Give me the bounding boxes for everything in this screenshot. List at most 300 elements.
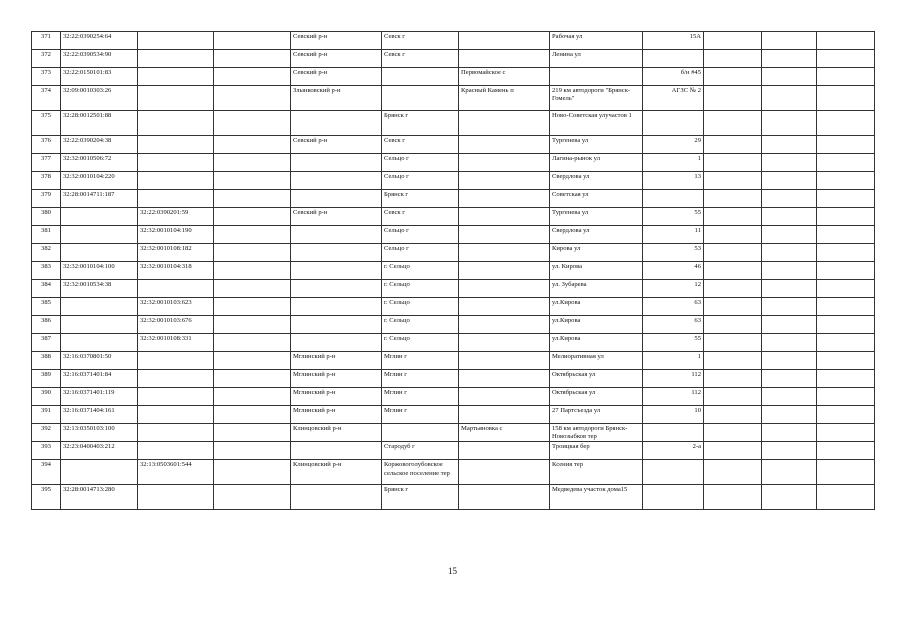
cell-extra-3 — [817, 208, 875, 226]
table-row — [32, 280, 875, 298]
cell-district: Мглинский р-н — [291, 370, 382, 388]
cell-extra-1 — [704, 136, 762, 154]
cell-extra-2 — [762, 86, 817, 111]
cell-cadastral-number-3 — [214, 68, 291, 86]
cell-cadastral-number-2: 32:32:0010103:676 — [138, 316, 214, 334]
cell-cadastral-number-2: 32:32:0010103:623 — [138, 298, 214, 316]
cell-house-number — [643, 424, 704, 442]
cell-settlement: Красный Камень п — [459, 86, 550, 111]
cell-city: Севск г — [382, 32, 459, 50]
cell-row-number: 378 — [32, 172, 61, 190]
cell-settlement: Мартьяновка с — [459, 424, 550, 442]
cell-row-number: 382 — [32, 244, 61, 262]
cell-house-number: 2-а — [643, 442, 704, 460]
cell-settlement — [459, 111, 550, 136]
cell-cadastral-number-2 — [138, 424, 214, 442]
cell-city: Мглин г — [382, 370, 459, 388]
cell-city: Мглин г — [382, 388, 459, 406]
cell-settlement — [459, 316, 550, 334]
cell-cadastral-number: 32:23:0400403:212 — [61, 442, 138, 460]
cell-cadastral-number-3 — [214, 370, 291, 388]
cell-settlement — [459, 485, 550, 510]
cell-city: Севск г — [382, 208, 459, 226]
cell-row-number: 392 — [32, 424, 61, 442]
cell-city: Сельцо г — [382, 154, 459, 172]
cell-house-number: 10 — [643, 406, 704, 424]
table-row — [32, 172, 875, 190]
cell-cadastral-number-2 — [138, 442, 214, 460]
cell-extra-2 — [762, 262, 817, 280]
cell-house-number: АГЗС № 2 — [643, 86, 704, 111]
cell-row-number: 380 — [32, 208, 61, 226]
cell-settlement — [459, 388, 550, 406]
cell-extra-1 — [704, 262, 762, 280]
cell-house-number: 1 — [643, 352, 704, 370]
cell-row-number: 374 — [32, 86, 61, 111]
cell-row-number: 381 — [32, 226, 61, 244]
cell-extra-2 — [762, 111, 817, 136]
cell-row-number: 390 — [32, 388, 61, 406]
cell-cadastral-number — [61, 298, 138, 316]
cell-cadastral-number-3 — [214, 226, 291, 244]
cell-row-number: 383 — [32, 262, 61, 280]
cell-district — [291, 316, 382, 334]
cell-settlement — [459, 190, 550, 208]
cell-extra-1 — [704, 86, 762, 111]
cell-cadastral-number-2 — [138, 352, 214, 370]
cell-cadastral-number-3 — [214, 136, 291, 154]
cell-cadastral-number: 32:09:0010303:26 — [61, 86, 138, 111]
cell-district: Клинцовский р-н — [291, 460, 382, 485]
cell-extra-2 — [762, 370, 817, 388]
cell-cadastral-number: 32:16:0371401:119 — [61, 388, 138, 406]
cell-house-number: 55 — [643, 208, 704, 226]
cell-district — [291, 485, 382, 510]
cell-extra-3 — [817, 485, 875, 510]
cell-extra-3 — [817, 370, 875, 388]
cell-district: Злынковский р-н — [291, 86, 382, 111]
cell-cadastral-number-2: 32:32:0010104:318 — [138, 262, 214, 280]
cell-row-number: 395 — [32, 485, 61, 510]
cell-extra-1 — [704, 244, 762, 262]
cell-settlement — [459, 262, 550, 280]
cell-district — [291, 298, 382, 316]
cell-cadastral-number-2 — [138, 154, 214, 172]
cell-cadastral-number-3 — [214, 334, 291, 352]
cell-cadastral-number-2 — [138, 406, 214, 424]
cell-cadastral-number-3 — [214, 388, 291, 406]
cell-extra-3 — [817, 68, 875, 86]
cell-house-number: 46 — [643, 262, 704, 280]
cell-row-number: 385 — [32, 298, 61, 316]
cell-settlement — [459, 154, 550, 172]
cell-extra-3 — [817, 154, 875, 172]
cell-district — [291, 262, 382, 280]
cell-extra-3 — [817, 226, 875, 244]
cell-extra-3 — [817, 442, 875, 460]
cell-settlement — [459, 172, 550, 190]
cell-street: ул.Кирова — [550, 334, 643, 352]
cell-settlement — [459, 334, 550, 352]
cell-row-number: 389 — [32, 370, 61, 388]
cell-cadastral-number — [61, 208, 138, 226]
cell-cadastral-number-2 — [138, 388, 214, 406]
cell-extra-1 — [704, 370, 762, 388]
cell-settlement — [459, 460, 550, 485]
cell-extra-3 — [817, 172, 875, 190]
cell-extra-3 — [817, 86, 875, 111]
cell-street: Октябрьская ул — [550, 370, 643, 388]
cell-cadastral-number-2: 32:22:0390201:59 — [138, 208, 214, 226]
cell-extra-1 — [704, 334, 762, 352]
table-row — [32, 190, 875, 208]
cell-street: 219 км автодороги "Брянск-Гомель" — [550, 86, 643, 111]
cell-settlement — [459, 406, 550, 424]
cell-city: Мглин г — [382, 352, 459, 370]
cell-house-number: 112 — [643, 370, 704, 388]
table-row — [32, 388, 875, 406]
cell-row-number: 379 — [32, 190, 61, 208]
cell-city: Севск г — [382, 50, 459, 68]
cell-extra-3 — [817, 316, 875, 334]
cell-street: Свердлова ул — [550, 172, 643, 190]
cell-extra-2 — [762, 208, 817, 226]
cell-street: Октябрьская ул — [550, 388, 643, 406]
cell-extra-3 — [817, 298, 875, 316]
cell-cadastral-number: 32:22:0150101:83 — [61, 68, 138, 86]
cell-extra-2 — [762, 244, 817, 262]
cell-cadastral-number-3 — [214, 280, 291, 298]
cell-street: Ново-Советская улучастов 1 — [550, 111, 643, 136]
cell-extra-2 — [762, 442, 817, 460]
cell-district: Мглинский р-н — [291, 388, 382, 406]
cell-settlement — [459, 370, 550, 388]
table-row — [32, 86, 875, 111]
page-number: 15 — [448, 566, 457, 576]
cell-cadastral-number — [61, 244, 138, 262]
cell-cadastral-number-2 — [138, 50, 214, 68]
cell-cadastral-number-3 — [214, 154, 291, 172]
cell-extra-1 — [704, 352, 762, 370]
table-row — [32, 316, 875, 334]
cell-row-number: 388 — [32, 352, 61, 370]
cell-cadastral-number-3 — [214, 111, 291, 136]
cell-street: 158 км автодороги Брянск-Новозыбков тер — [550, 424, 643, 442]
table-row — [32, 111, 875, 136]
cell-cadastral-number: 32:22:0390534:90 — [61, 50, 138, 68]
cell-extra-2 — [762, 485, 817, 510]
cell-extra-1 — [704, 388, 762, 406]
cell-city: г. Сельцо — [382, 298, 459, 316]
table-row — [32, 352, 875, 370]
cell-city: Брянск г — [382, 485, 459, 510]
cell-cadastral-number-2: 32:32:0010108:182 — [138, 244, 214, 262]
cell-extra-1 — [704, 280, 762, 298]
table-row — [32, 424, 875, 442]
table-row — [32, 406, 875, 424]
cell-extra-2 — [762, 32, 817, 50]
cell-extra-3 — [817, 424, 875, 442]
table-row — [32, 208, 875, 226]
cell-cadastral-number-3 — [214, 86, 291, 111]
cell-district — [291, 154, 382, 172]
cell-cadastral-number-2: 32:32:0010108:331 — [138, 334, 214, 352]
cell-city: Брянск г — [382, 190, 459, 208]
cell-settlement: Первомайское с — [459, 68, 550, 86]
table-row — [32, 334, 875, 352]
cell-district — [291, 172, 382, 190]
cell-cadastral-number-2 — [138, 136, 214, 154]
cell-extra-3 — [817, 352, 875, 370]
cell-house-number — [643, 190, 704, 208]
cell-extra-1 — [704, 460, 762, 485]
cell-extra-3 — [817, 388, 875, 406]
cell-extra-2 — [762, 460, 817, 485]
cell-house-number — [643, 460, 704, 485]
cell-city: Мглин г — [382, 406, 459, 424]
cell-city: Сельцо г — [382, 244, 459, 262]
cell-cadastral-number: 32:28:0014713:280 — [61, 485, 138, 510]
cell-street: Тургенева ул — [550, 208, 643, 226]
cell-extra-1 — [704, 190, 762, 208]
cell-city: г. Сельцо — [382, 262, 459, 280]
cell-cadastral-number-3 — [214, 424, 291, 442]
cell-street: Кирова ул — [550, 244, 643, 262]
cell-city — [382, 424, 459, 442]
cell-extra-2 — [762, 68, 817, 86]
cell-cadastral-number — [61, 334, 138, 352]
cell-cadastral-number: 32:32:0010104:100 — [61, 262, 138, 280]
cell-extra-2 — [762, 298, 817, 316]
cell-cadastral-number: 32:32:0010534:38 — [61, 280, 138, 298]
cell-cadastral-number: 32:32:0010104:220 — [61, 172, 138, 190]
cell-extra-3 — [817, 244, 875, 262]
cell-street: Ленина ул — [550, 50, 643, 68]
cell-cadastral-number-2 — [138, 172, 214, 190]
cell-row-number: 386 — [32, 316, 61, 334]
cell-district: Мглинский р-н — [291, 352, 382, 370]
cell-cadastral-number: 32:32:0010506:72 — [61, 154, 138, 172]
cell-house-number: 112 — [643, 388, 704, 406]
cell-street: ул. Кирова — [550, 262, 643, 280]
cell-city: Сельцо г — [382, 226, 459, 244]
cell-street: 27 Партсъезда ул — [550, 406, 643, 424]
cell-extra-1 — [704, 68, 762, 86]
cell-cadastral-number-3 — [214, 172, 291, 190]
cell-street: Советская ул — [550, 190, 643, 208]
cell-row-number: 373 — [32, 68, 61, 86]
cell-extra-2 — [762, 190, 817, 208]
cell-district: Севский р-н — [291, 136, 382, 154]
cell-city: Коржовоголубовское сельское поселение тер — [382, 460, 459, 485]
cell-street: ул. Зубарева — [550, 280, 643, 298]
cell-street: Рабочая ул — [550, 32, 643, 50]
cell-cadastral-number-2 — [138, 280, 214, 298]
cell-extra-3 — [817, 190, 875, 208]
cell-extra-2 — [762, 316, 817, 334]
table-row — [32, 136, 875, 154]
table-row — [32, 442, 875, 460]
cell-cadastral-number: 32:16:0370801:50 — [61, 352, 138, 370]
cell-house-number — [643, 485, 704, 510]
cell-cadastral-number: 32:16:0371401:84 — [61, 370, 138, 388]
cell-extra-3 — [817, 136, 875, 154]
cell-cadastral-number-3 — [214, 485, 291, 510]
cell-extra-1 — [704, 298, 762, 316]
cell-cadastral-number — [61, 226, 138, 244]
cell-extra-2 — [762, 172, 817, 190]
cell-district — [291, 190, 382, 208]
cell-row-number: 394 — [32, 460, 61, 485]
cell-district: Севский р-н — [291, 208, 382, 226]
cell-house-number: б/н #45 — [643, 68, 704, 86]
cell-cadastral-number — [61, 316, 138, 334]
cell-street: ул.Кирова — [550, 298, 643, 316]
cell-cadastral-number-3 — [214, 50, 291, 68]
cell-cadastral-number-2: 32:13:0503601:544 — [138, 460, 214, 485]
cell-street: Троицкая бер — [550, 442, 643, 460]
cell-house-number: 63 — [643, 298, 704, 316]
table-body — [32, 32, 875, 510]
cell-settlement — [459, 280, 550, 298]
cell-settlement — [459, 226, 550, 244]
cell-cadastral-number-3 — [214, 460, 291, 485]
table-row — [32, 226, 875, 244]
cell-extra-2 — [762, 280, 817, 298]
table-row — [32, 154, 875, 172]
cell-cadastral-number-3 — [214, 208, 291, 226]
cell-district: Севский р-н — [291, 68, 382, 86]
cell-cadastral-number-2: 32:32:0010104:190 — [138, 226, 214, 244]
cell-row-number: 393 — [32, 442, 61, 460]
cell-cadastral-number-3 — [214, 190, 291, 208]
cell-district — [291, 280, 382, 298]
cell-row-number: 384 — [32, 280, 61, 298]
cell-district — [291, 111, 382, 136]
cell-row-number: 376 — [32, 136, 61, 154]
cell-house-number: 13 — [643, 172, 704, 190]
cell-extra-1 — [704, 32, 762, 50]
cell-cadastral-number-3 — [214, 316, 291, 334]
cell-street: Свердлова ул — [550, 226, 643, 244]
cell-extra-2 — [762, 334, 817, 352]
cell-district — [291, 244, 382, 262]
cell-house-number: 12 — [643, 280, 704, 298]
cell-house-number — [643, 111, 704, 136]
cell-district — [291, 442, 382, 460]
cell-extra-3 — [817, 280, 875, 298]
cell-row-number: 387 — [32, 334, 61, 352]
cell-extra-2 — [762, 226, 817, 244]
cell-cadastral-number-2 — [138, 370, 214, 388]
cell-extra-2 — [762, 50, 817, 68]
table-row — [32, 68, 875, 86]
cell-city — [382, 86, 459, 111]
cell-district — [291, 334, 382, 352]
cell-settlement — [459, 32, 550, 50]
cell-extra-3 — [817, 111, 875, 136]
cell-cadastral-number-3 — [214, 442, 291, 460]
cell-street: ул.Кирова — [550, 316, 643, 334]
cell-city: Стародуб г — [382, 442, 459, 460]
cell-district: Севский р-н — [291, 32, 382, 50]
cell-cadastral-number-3 — [214, 298, 291, 316]
cell-city: Брянск г — [382, 111, 459, 136]
cell-settlement — [459, 298, 550, 316]
cell-extra-3 — [817, 50, 875, 68]
cell-extra-2 — [762, 352, 817, 370]
cell-row-number: 391 — [32, 406, 61, 424]
cell-cadastral-number-3 — [214, 352, 291, 370]
cell-row-number: 377 — [32, 154, 61, 172]
cell-city: г. Сельцо — [382, 316, 459, 334]
cell-extra-2 — [762, 154, 817, 172]
table-row — [32, 298, 875, 316]
cell-extra-1 — [704, 226, 762, 244]
cell-extra-3 — [817, 262, 875, 280]
cell-district: Мглинский р-н — [291, 406, 382, 424]
cell-street: Тургенева ул — [550, 136, 643, 154]
table-row — [32, 50, 875, 68]
cell-settlement — [459, 442, 550, 460]
cell-district: Клинцовский р-н — [291, 424, 382, 442]
cell-cadastral-number: 32:16:0371404:161 — [61, 406, 138, 424]
cell-row-number: 375 — [32, 111, 61, 136]
cell-cadastral-number-2 — [138, 86, 214, 111]
cell-cadastral-number: 32:28:0014711:187 — [61, 190, 138, 208]
cell-extra-1 — [704, 154, 762, 172]
cell-extra-2 — [762, 136, 817, 154]
cell-extra-3 — [817, 32, 875, 50]
cell-city — [382, 68, 459, 86]
cell-cadastral-number-3 — [214, 262, 291, 280]
cell-extra-1 — [704, 172, 762, 190]
table-row — [32, 460, 875, 485]
cell-street: Лагина-рынок ул — [550, 154, 643, 172]
cell-house-number: 15А — [643, 32, 704, 50]
cell-extra-1 — [704, 485, 762, 510]
cell-settlement — [459, 50, 550, 68]
cell-house-number — [643, 50, 704, 68]
cell-street — [550, 68, 643, 86]
cell-extra-1 — [704, 50, 762, 68]
cell-city: г. Сельцо — [382, 280, 459, 298]
cell-cadastral-number-2 — [138, 485, 214, 510]
cell-extra-1 — [704, 442, 762, 460]
cell-cadastral-number-3 — [214, 244, 291, 262]
cell-street: Мелиоративная ул — [550, 352, 643, 370]
cell-settlement — [459, 208, 550, 226]
cell-extra-1 — [704, 424, 762, 442]
cell-extra-1 — [704, 111, 762, 136]
cell-city: Севск г — [382, 136, 459, 154]
cell-cadastral-number: 32:13:0350103:100 — [61, 424, 138, 442]
table-row — [32, 485, 875, 510]
cell-city: г. Сельцо — [382, 334, 459, 352]
cell-house-number: 11 — [643, 226, 704, 244]
table-row — [32, 32, 875, 50]
cell-extra-1 — [704, 316, 762, 334]
cell-street: Ксения тер — [550, 460, 643, 485]
table-row — [32, 262, 875, 280]
cell-cadastral-number: 32:22:0390254:64 — [61, 32, 138, 50]
cell-settlement — [459, 352, 550, 370]
table-row — [32, 244, 875, 262]
cell-extra-2 — [762, 424, 817, 442]
cell-settlement — [459, 136, 550, 154]
cell-extra-3 — [817, 460, 875, 485]
cell-row-number: 372 — [32, 50, 61, 68]
